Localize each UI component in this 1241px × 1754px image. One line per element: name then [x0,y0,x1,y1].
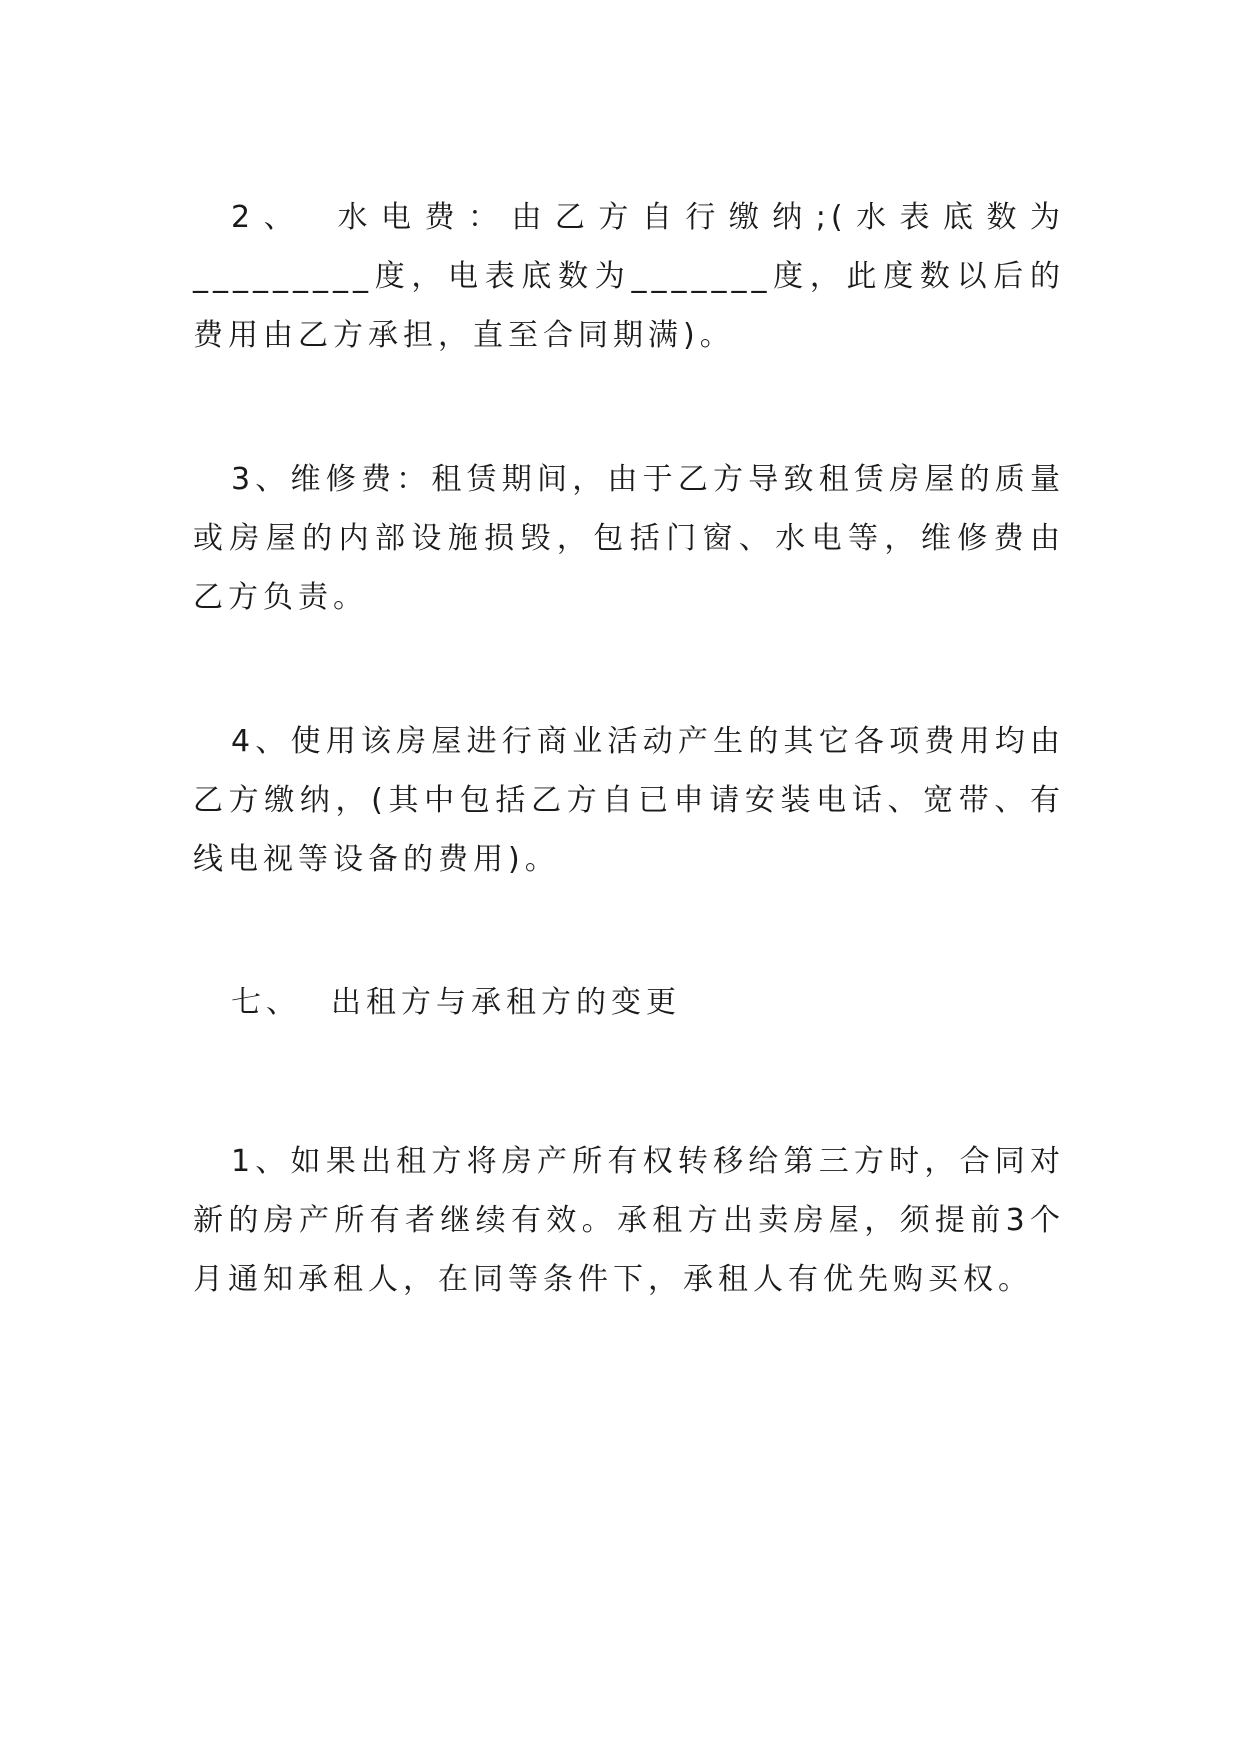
clause-other-fees [193,712,1065,889]
clause-maintenance-fee [193,450,1065,627]
clause-number: 4、 [231,724,291,759]
clause-ownership-transfer [193,1132,1065,1309]
section-number: 七、 [231,985,301,1020]
clause-water-electricity-fee [193,188,1065,365]
section-heading [193,973,1103,1032]
clause-text: 使用该房屋进行商业活动产生的其它各项费用均由乙方缴纳，(其中包括乙方自已申请安装电话、宽带、有线电视等设备的费用)。 [193,724,1065,877]
clause-number: 2、 [231,200,308,235]
clause-number: 3、 [231,462,291,497]
clause-text: 如果出租方将房产所有权转移给第三方时，合同对新的房产所有者继续有效。承租方出卖房屋，须提前3个月通知承租人，在同等条件下，承租人有优先购买权。 [193,1144,1065,1297]
section-title: 出租方与承租方的变更 [331,985,681,1020]
clause-number: 1、 [231,1144,291,1179]
clause-text: 维修费：租赁期间，由于乙方导致租赁房屋的质量或房屋的内部设施损毁，包括门窗、水电等，维修费由乙方负责。 [193,462,1065,615]
clause-text: 水电费：由乙方自行缴纳;(水表底数为_________度，电表底数为_______度，此度数以后的费用由乙方承担，直至合同期满)。 [193,200,1065,353]
